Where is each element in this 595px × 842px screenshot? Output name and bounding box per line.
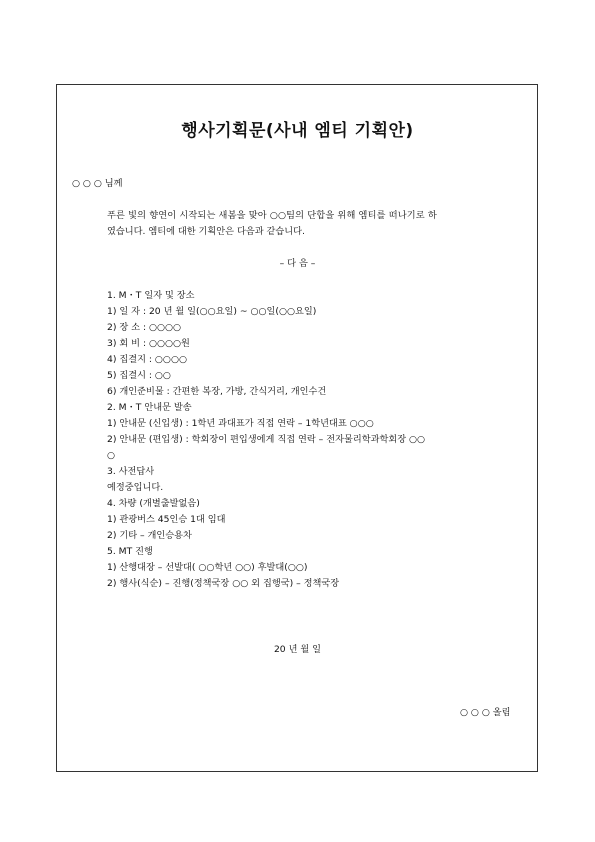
item-line: 5. MT 진행: [107, 546, 153, 557]
item-line: 3) 회 비 : ○○○○원: [107, 338, 190, 349]
separator-heading: – 다 음 –: [279, 258, 316, 269]
item-line: 6) 개인준비물 : 간편한 복장, 가방, 간식거리, 개인수건: [107, 386, 327, 397]
intro-line-1: 푸른 빛의 향연이 시작되는 새봄을 맞아 ○○팀의 단합을 위해 엠티를 떠나기로 하: [107, 210, 437, 221]
recipient-line: ○ ○ ○ 님께: [72, 178, 123, 189]
item-line: 2) 기타 – 개인승용차: [107, 530, 192, 541]
item-line: 1) 안내문 (신입생) : 1학년 과대표가 직접 연락 – 1학년대표 ○○○: [107, 418, 374, 429]
item-line: 1) 관광버스 45인승 1대 임대: [107, 514, 226, 525]
item-line: 3. 사전답사: [107, 466, 155, 477]
document-title: 행사기획문(사내 엠티 기획안): [181, 121, 414, 141]
item-line: 2. M・T 안내문 발송: [107, 402, 192, 413]
item-line: 4) 집결지 : ○○○○: [107, 354, 187, 365]
item-line: 2) 안내문 (편입생) : 학회장이 편입생에게 직접 연락 – 전자물리학과학회장 ○○: [107, 434, 426, 445]
item-line: 1) 산행대장 – 선발대( ○○학년 ○○) 후발대(○○): [107, 562, 308, 573]
document-date: 20 년 월 일: [273, 644, 322, 655]
intro-line-2: 였습니다. 엠티에 대한 기획안은 다음과 같습니다.: [107, 226, 305, 237]
item-line: 1) 일 자 : 20 년 월 일(○○요일) ~ ○○일(○○요일): [107, 306, 317, 317]
signature-line: ○ ○ ○ 올림: [460, 707, 511, 718]
item-line: 5) 집결시 : ○○: [107, 370, 171, 381]
item-line: 4. 차량 (개별출발없음): [107, 498, 200, 509]
item-line: ○: [107, 450, 116, 461]
item-line: 1. M・T 일자 및 장소: [107, 290, 195, 301]
item-line: 예정중입니다.: [107, 482, 164, 493]
item-line: 2) 행사(식순) – 진행(정책국장 ○○ 외 집행국) – 정책국장: [107, 578, 340, 589]
item-line: 2) 장 소 : ○○○○: [107, 322, 182, 333]
